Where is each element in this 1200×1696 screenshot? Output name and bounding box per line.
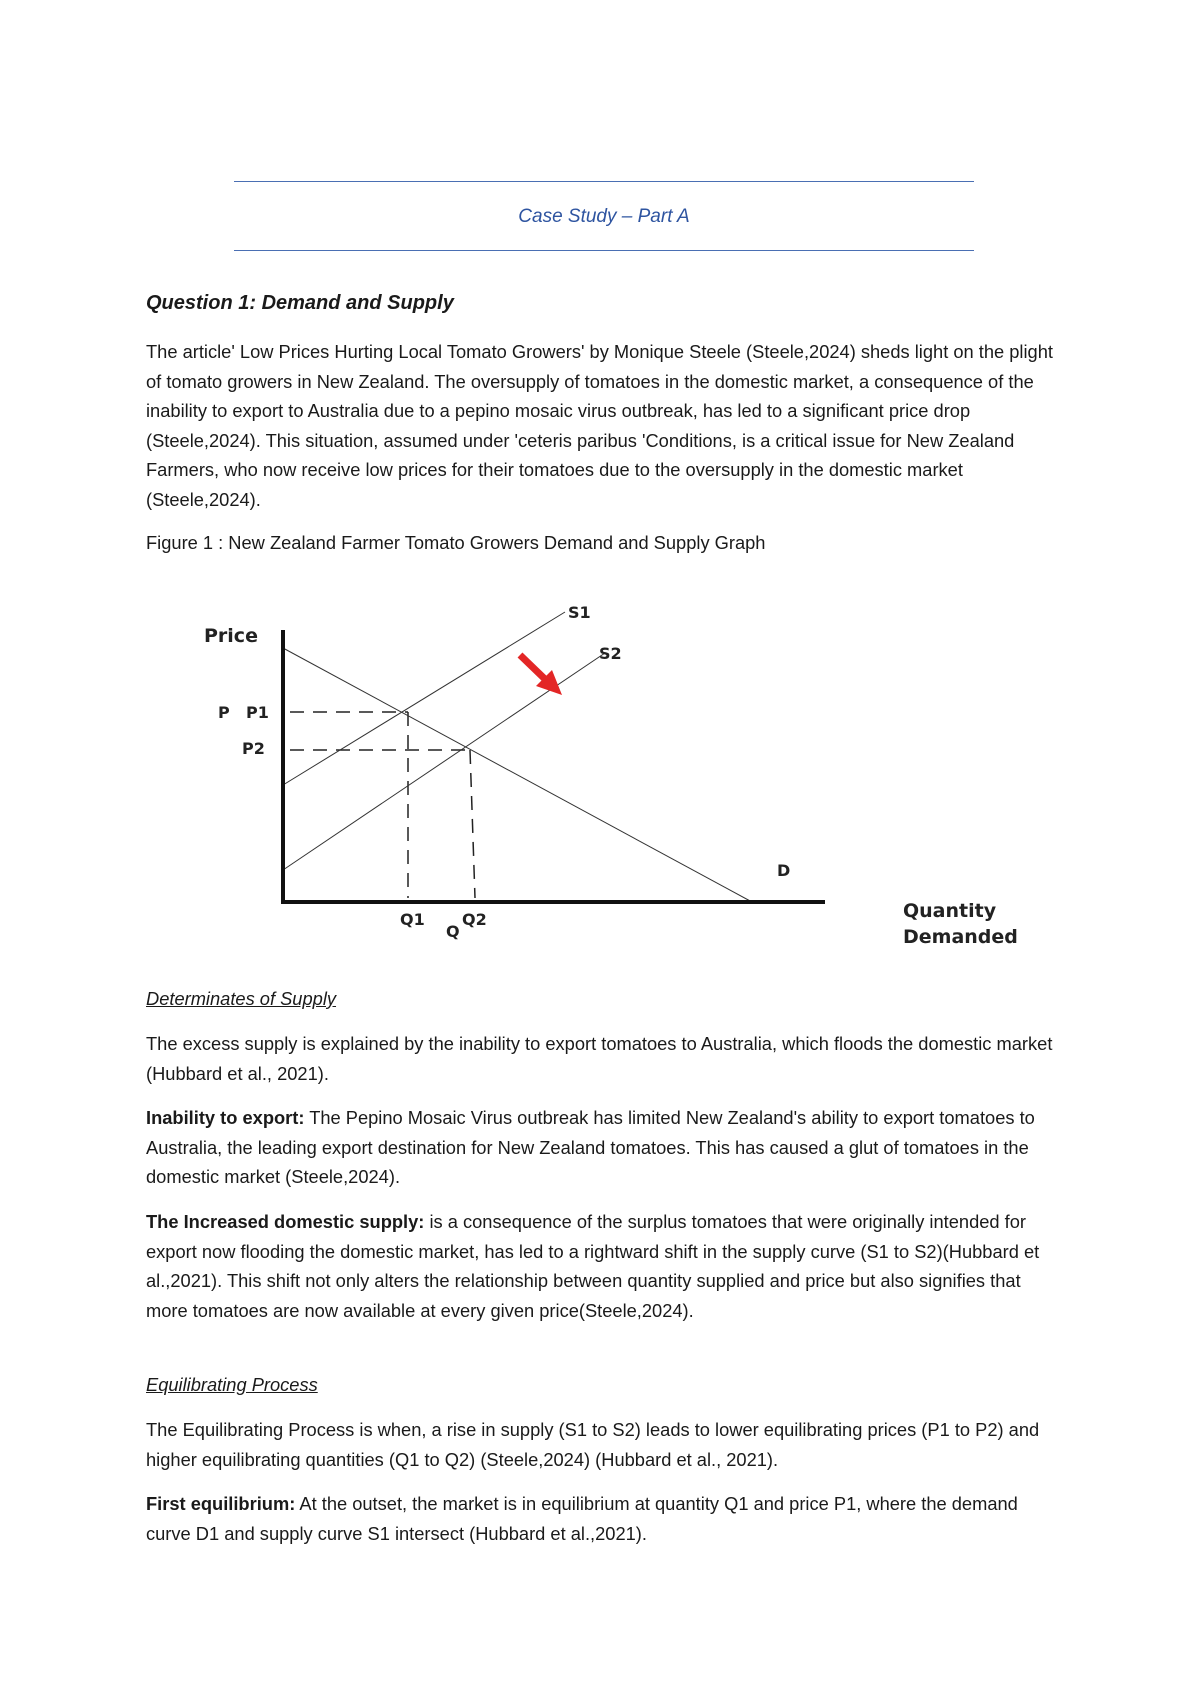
x-axis-label-line1: Quantity (903, 900, 997, 922)
q1-label: Q1 (400, 910, 425, 929)
supply-section-title: Determinates of Supply (146, 988, 337, 1009)
y-axis-label: Price (204, 625, 258, 647)
demand-curve (283, 648, 752, 902)
q2-label: Q2 (462, 910, 487, 929)
equilibrating-paragraph: The Equilibrating Process is when, a rise in supply (S1 to S2) leads to lower equilibrating prices (P1 to P2) and higher equilibrating quantities (Q1 to Q2) (Steele,2024) (Hubbard et al., 2021). (146, 1419, 1040, 1470)
supply-intro-paragraph: The excess supply is explained by the inability to export tomatoes to Australia, which floods the domestic market (Hubbard et al., 2021). (146, 1033, 1053, 1084)
dashed-guides (290, 712, 475, 898)
first-equilibrium-text: At the outset, the market is in equilibrium at quantity Q1 and price P1, where the demand curve D1 and supply curve S1 intersect (Hubbard et al.,2021). (146, 1493, 1018, 1544)
first-equilibrium-paragraph (146, 1489, 1066, 1548)
intro-paragraph: The article' Low Prices Hurting Local Tomato Growers' by Monique Steele (Steele,2024) sheds light on the plight of tomato growers in New Zealand. The oversupply of tomatoes in the domestic market, a consequence of the inability to export to Australia due to a pepino mosaic virus outbreak, has led to a significant price drop (Steele,2024). This situation, assumed under 'ceteris paribus 'Conditions, is a critical issue for New Zealand Farmers, who now receive low prices for their tomatoes due to the oversupply in the domestic market (Steele,2024). (146, 341, 1053, 510)
s2-label: S2 (599, 644, 622, 663)
d-label: D (777, 861, 791, 880)
p-label: P (218, 703, 230, 722)
q-label: Q (446, 922, 460, 941)
first-equilibrium-heading: First equilibrium: (146, 1493, 296, 1514)
s1-label: S1 (568, 603, 591, 622)
header-rule-top (234, 181, 974, 182)
domestic-supply-paragraph (146, 1207, 1066, 1325)
domestic-supply-text: is a consequence of the surplus tomatoes that were originally intended for export now flooding the domestic market, has led to a rightward shift in the supply curve (S1 to S2)(Hubbard et al.,2021). This shift not only alters the relationship between quantity supplied and price but also signifies that more tomatoes are now available at every given price(Steele,2024). (146, 1211, 1040, 1321)
supply-curve-s1 (283, 612, 565, 785)
x-axis-label-line2: Demanded (903, 926, 1018, 948)
q2-guide (470, 750, 475, 898)
shift-arrow-icon (520, 655, 562, 695)
export-paragraph (146, 1103, 1066, 1192)
export-heading: Inability to export: (146, 1107, 305, 1128)
header-title: Case Study – Part A (518, 206, 690, 227)
demand-supply-chart (0, 580, 1200, 960)
export-text: The Pepino Mosaic Virus outbreak has limited New Zealand's ability to export tomatoes to Australia, the leading export destination for New Zealand tomatoes. This has caused a glut of tomatoes in the domestic market (Steele,2024). (146, 1107, 1035, 1187)
header-rule-bottom (234, 250, 974, 251)
p1-label: P1 (246, 703, 269, 722)
p2-label: P2 (242, 739, 265, 758)
domestic-supply-heading: The Increased domestic supply: (146, 1211, 425, 1232)
question-heading: Question 1: Demand and Supply (146, 292, 454, 314)
figure-caption: Figure 1 : New Zealand Farmer Tomato Growers Demand and Supply Graph (146, 532, 766, 553)
equilibrating-section-title: Equilibrating Process (146, 1374, 318, 1395)
